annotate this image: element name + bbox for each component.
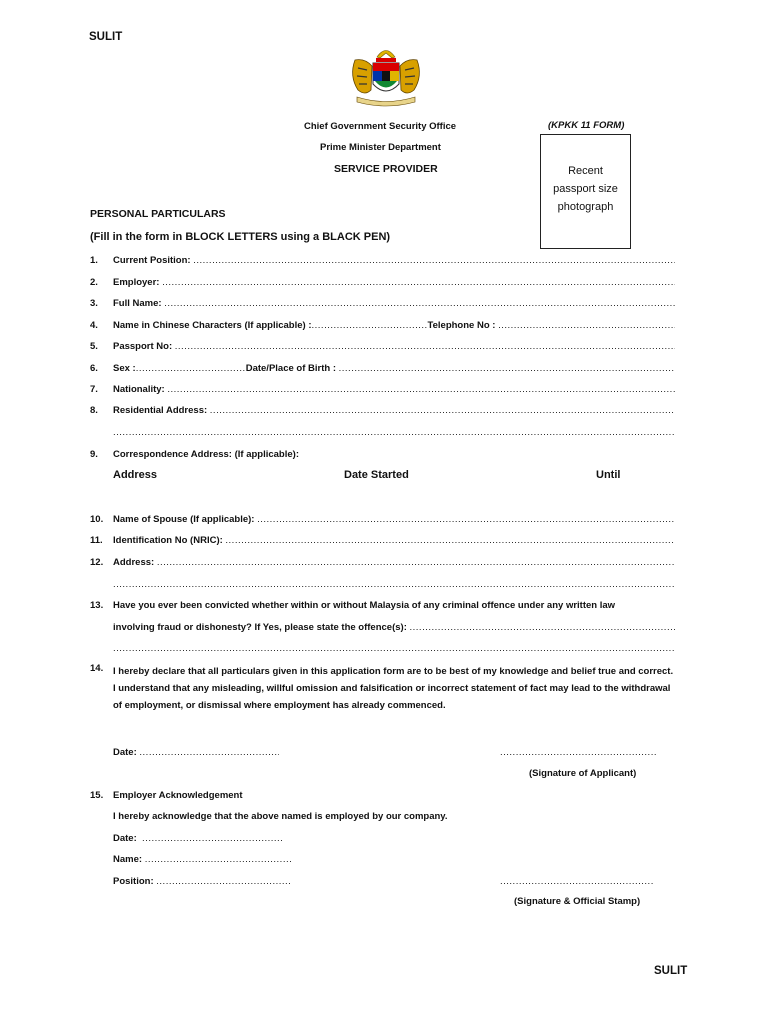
employer-label: Employer: [113,277,160,288]
section-title: PERSONAL PARTICULARS [90,208,226,220]
spouse-address-line2[interactable] [113,579,675,590]
employer-name-label: Name: [113,854,143,865]
spouse-address-label: Address: [113,557,155,568]
telephone-blank[interactable] [498,320,675,331]
item-number: 9. [90,449,98,460]
full-name-field[interactable] [113,298,675,309]
sex-dob-field[interactable] [113,363,675,374]
employer-position-field[interactable] [113,876,290,887]
residential-address-line2[interactable] [113,427,675,438]
nric-blank[interactable] [225,535,675,546]
nric-label: Identification No (NRIC): [113,535,223,546]
offence-field[interactable] [113,622,675,633]
offence-blank[interactable] [410,622,675,633]
current-position-blank[interactable] [193,255,675,266]
declaration-text: I hereby declare that all particulars given in this application form are to be best of my knowledge and belief true and correct. I understand that any misleading, willful omission and falsification or incorrect statement of fact may lead to the withdrawal of employment, or dismissal where employment has already commenced. [113,666,674,711]
employer-date-label: Date: [113,833,137,844]
employer-date-field[interactable] [113,833,284,844]
employer-signature-blank[interactable] [500,876,654,887]
photo-box-line1: Recent [568,165,603,177]
item-number: 2. [90,277,98,288]
item-number: 14. [90,663,104,674]
photo-box-line2: passport size [553,183,618,195]
employer-position-label: Position: [113,876,154,887]
sex-label: Sex : [113,363,136,374]
passport-no-blank[interactable] [175,341,675,352]
column-header-date-started: Date Started [344,469,409,481]
column-header-address: Address [113,469,158,481]
declaration-date-field[interactable] [113,747,279,758]
conviction-question: Have you ever been convicted whether within or without Malaysia of any criminal offence under any written law [113,600,616,611]
office-name: Chief Government Security Office [304,121,457,132]
dob-label: Date/Place of Birth : [245,363,336,374]
residential-address-blank[interactable] [210,405,675,416]
chinese-name-label: Name in Chinese Characters (If applicable) : [113,320,312,331]
chinese-name-telephone-field[interactable] [113,320,675,331]
declaration-date-blank[interactable] [139,747,279,758]
spouse-address-blank-2[interactable] [113,579,675,590]
column-header-until: Until [596,469,621,481]
spouse-address-field[interactable] [113,557,675,568]
sex-blank[interactable] [136,363,246,374]
residential-address-blank-2[interactable] [113,427,675,438]
applicant-signature-blank[interactable] [500,747,656,758]
form-title: SERVICE PROVIDER [334,163,438,175]
item-number: 3. [90,298,98,309]
offence-label: involving fraud or dishonesty? If Yes, please state the offence(s): [113,622,407,633]
declaration-date-label: Date: [113,747,137,758]
full-name-label: Full Name: [113,298,162,309]
form-code: (KPKK 11 FORM) [548,120,625,131]
full-name-blank[interactable] [164,298,675,309]
photo-box-line3: photograph [557,201,614,213]
item-number: 10. [90,514,104,525]
employer-position-blank[interactable] [156,876,290,887]
current-position-label: Current Position: [113,255,191,266]
chinese-name-blank[interactable] [312,320,428,331]
current-position-field[interactable] [113,255,675,266]
item-number: 6. [90,363,98,374]
coat-of-arms-emblem [347,46,425,110]
spouse-name-blank[interactable] [257,514,675,525]
photo-box[interactable] [540,134,631,249]
classification-top: SULIT [89,31,123,43]
employer-field[interactable] [113,277,675,288]
employer-signature-label: (Signature & Official Stamp) [514,896,641,907]
applicant-signature-line[interactable] [500,747,656,761]
applicant-signature-label: (Signature of Applicant) [529,768,637,779]
spouse-address-blank[interactable] [157,557,675,568]
correspondence-address-label: Correspondence Address: (If applicable): [113,449,299,460]
section-instruction: (Fill in the form in BLOCK LETTERS using a BLACK PEN) [90,231,391,243]
residential-address-field[interactable] [113,405,675,416]
employer-blank[interactable] [162,277,675,288]
employer-ack-text: I hereby acknowledge that the above named is employed by our company. [113,811,448,822]
nationality-label: Nationality: [113,384,165,395]
item-number: 12. [90,557,104,568]
residential-address-label: Residential Address: [113,405,208,416]
employer-signature-line[interactable] [500,876,654,890]
passport-no-field[interactable] [113,341,675,352]
nric-field[interactable] [113,535,675,546]
spouse-name-label: Name of Spouse (If applicable): [113,514,255,525]
employer-name-blank[interactable] [145,854,291,865]
offence-blank-2[interactable] [113,643,675,654]
item-number: 4. [90,320,98,331]
nationality-field[interactable] [113,384,675,395]
dob-blank[interactable] [339,363,675,374]
classification-bottom: SULIT [654,965,688,977]
item-number: 5. [90,341,98,352]
spouse-name-field[interactable] [113,514,675,525]
offence-line2[interactable] [113,643,675,654]
item-number: 8. [90,405,98,416]
item-number: 13. [90,600,104,611]
department-name: Prime Minister Department [320,142,441,153]
employer-ack-title: Employer Acknowledgement [113,790,243,801]
employer-name-field[interactable] [113,854,291,865]
passport-no-label: Passport No: [113,341,173,352]
telephone-label: Telephone No : [427,320,496,331]
item-number: 15. [90,790,104,801]
employer-date-blank[interactable] [142,833,284,844]
item-number: 7. [90,384,98,395]
nationality-blank[interactable] [167,384,675,395]
item-number: 1. [90,255,98,266]
item-number: 11. [90,535,103,546]
